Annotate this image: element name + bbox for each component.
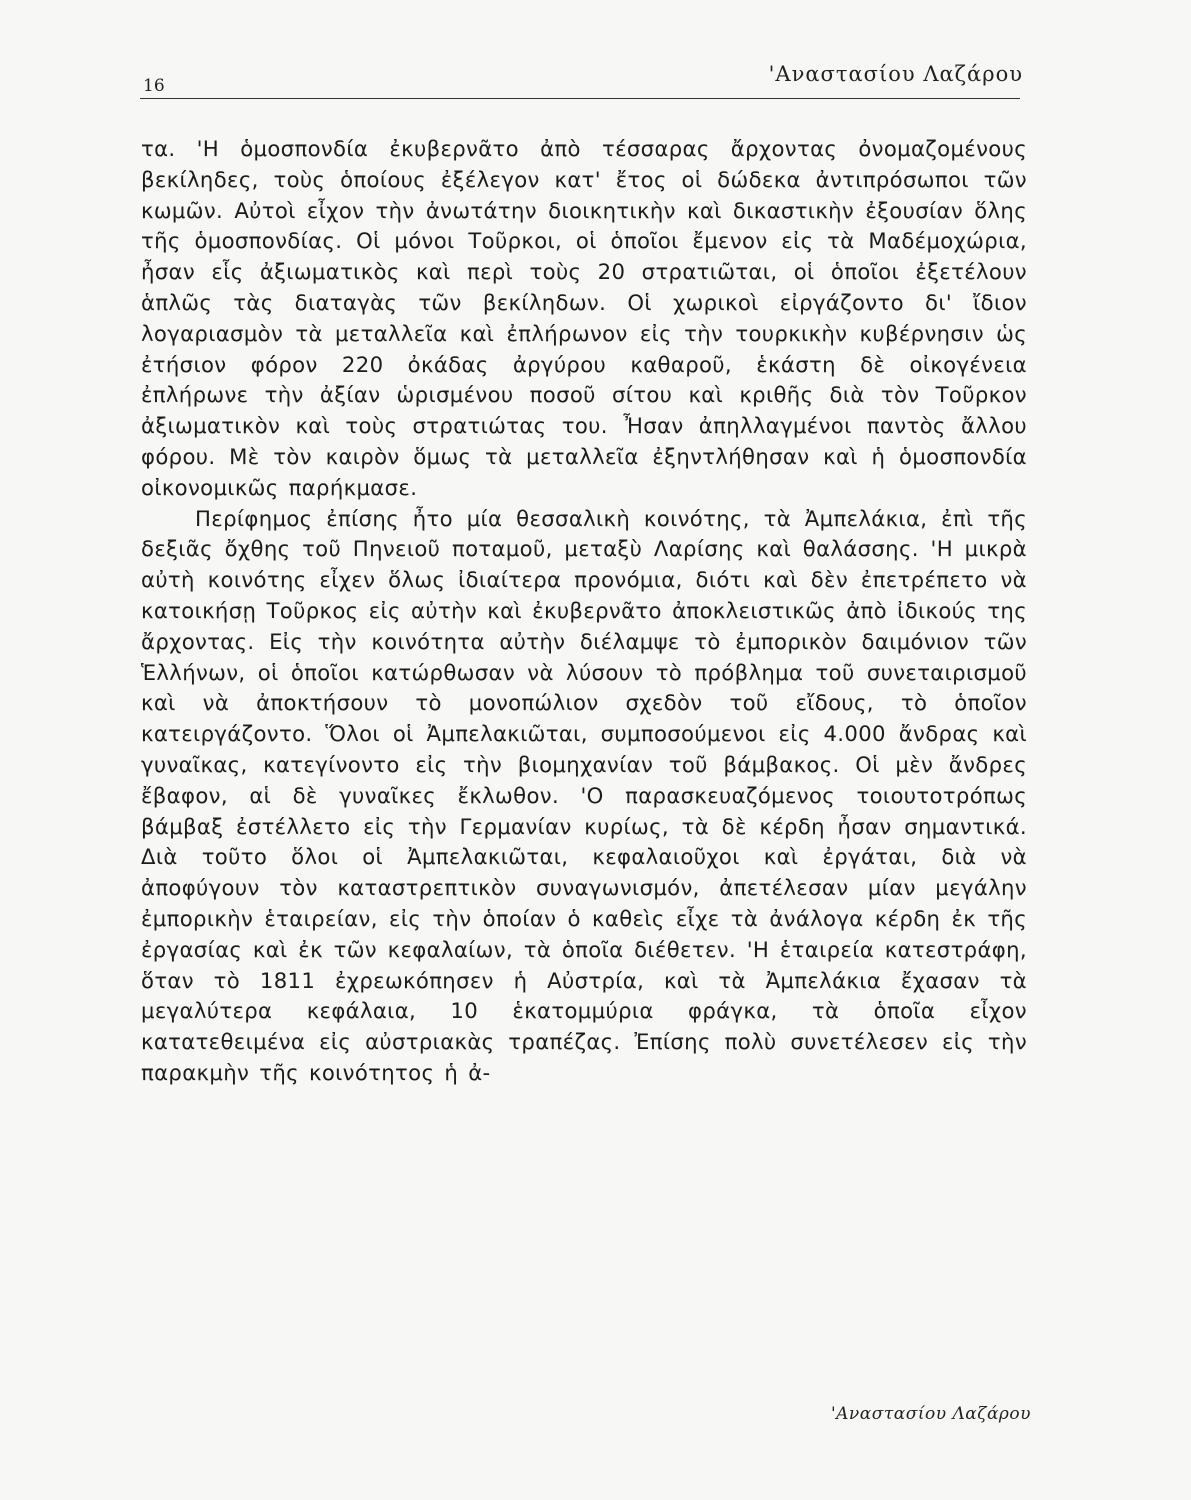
page-number: 16 (143, 76, 165, 96)
paragraph-1: τα. 'Η ὁμοσπονδία ἐκυβερνᾶτο ἀπὸ τέσσαρας ἄρχοντας ὀνομαζομένους βεκίληδες, τοὺς ὁποίους ἐξέλεγον κατ' ἔτος οἱ δώδεκα ἀντιπρόσωποι τῶν κωμῶν. Αὐτοὶ εἶχον τὴν ἀνωτάτην διοικητικὴν καὶ δικαστικὴν ἐξουσίαν ὅλης τῆς ὁμοσπονδίας. Οἱ μόνοι Τοῦρκοι, οἱ ὁποῖοι ἔμενον εἰς τὰ Μαδέμοχώρια, ἦσαν εἷς ἀξιωματικὸς καὶ περὶ τοὺς 20 στρατιῶται, οἱ ὁποῖοι ἐξετέλουν ἁπλῶς τὰς διαταγὰς τῶν βεκίληδων. Οἱ χωρικοὶ εἰργάζοντο δι' ἴδιον λογαριασμὸν τὰ μεταλλεῖα καὶ ἐπλήρωνον εἰς τὴν τουρκικὴν κυβέρνησιν ὡς ἐτήσιον φόρον 220 ὀκάδας ἀργύρου καθαροῦ, ἑκάστη δὲ οἰκογένεια ἐπλήρωνε τὴν ἀξίαν ὡρισμένου ποσοῦ σίτου καὶ κριθῆς διὰ τὸν Τοῦρκον ἀξιωματικὸν καὶ τοὺς στρατιώτας του. Ἦσαν ἀπηλλαγμένοι παντὸς ἄλλου φόρου. Μὲ τὸν καιρὸν ὅμως τὰ μεταλλεῖα ἐξηντλήθησαν καὶ ἡ ὁμοσπονδία οἰκονομικῶς παρήκμασε. (141, 136, 1027, 500)
header-rule (140, 98, 1020, 99)
body-text (141, 134, 1027, 1089)
footer-signature: 'Αναστασίου Λαζάρου (830, 1404, 1031, 1424)
paragraph-2: Περίφημος ἐπίσης ἦτο μία θεσσαλικὴ κοινότης, τὰ Ἀμπελάκια, ἐπὶ τῆς δεξιᾶς ὄχθης τοῦ Πηνειοῦ ποταμοῦ, μεταξὺ Λαρίσης καὶ θαλάσσης. 'Η μικρὰ αὐτὴ κοινότης εἶχεν ὅλως ἰδιαίτερα προνόμια, διότι καὶ δὲν ἐπετρέπετο νὰ κατοικήσῃ Τοῦρκος εἰς αὐτὴν καὶ ἐκυβερνᾶτο ἀποκλειστικῶς ἀπὸ ἰδικούς της ἄρχοντας. Εἰς τὴν κοινότητα αὐτὴν διέλαμψε τὸ ἐμπορικὸν δαιμόνιον τῶν Ἑλλήνων, οἱ ὁποῖοι κατώρθωσαν νὰ λύσουν τὸ πρόβλημα τοῦ συνεταιρισμοῦ καὶ νὰ ἀποκτήσουν τὸ μονοπώλιον σχεδὸν τοῦ εἴδους, τὸ ὁποῖον κατειργάζοντο. Ὅλοι οἱ Ἀμπελακιῶται, συμποσούμενοι εἰς 4.000 ἄνδρας καὶ γυναῖκας, κατεγίνοντο εἰς τὴν βιομηχανίαν τοῦ βάμβακος. Οἱ μὲν ἄνδρες ἔβαφον, αἱ δὲ γυναῖκες ἔκλωθον. 'Ο παρασκευαζόμενος τοιουτοτρόπως βάμβαξ ἐστέλλετο εἰς τὴν Γερμανίαν κυρίως, τὰ δὲ κέρδη ἦσαν σημαντικά. Διὰ τοῦτο ὅλοι οἱ Ἀμπελακιῶται, κεφαλαιοῦχοι καὶ ἐργάται, διὰ νὰ ἀποφύγουν τὸν καταστρεπτικὸν συναγωνισμόν, ἀπετέλεσαν μίαν μεγάλην ἐμπορικὴν ἑταιρείαν, εἰς τὴν ὁποίαν ὁ καθεὶς εἶχε τὰ ἀνάλογα κέρδη ἐκ τῆς ἐργασίας καὶ ἐκ τῶν κεφαλαίων, τὰ ὁποῖα διέθετεν. 'Η ἑταιρεία κατεστράφη, ὅταν τὸ 1811 ἐχρεωκόπησεν ἡ Αὐστρία, καὶ τὰ Ἀμπελάκια ἔχασαν τὰ μεγαλύτερα κεφάλαια, 10 ἑκατομμύρια φράγκα, τὰ ὁποῖα εἶχον κατατεθειμένα εἰς αὐστριακὰς τραπέζας. Ἐπίσης πολὺ συνετέλεσεν εἰς τὴν παρακμὴν τῆς κοινότητος ἡ ἀ- (141, 505, 1027, 1085)
running-head: 'Αναστασίου Λαζάρου (768, 62, 1023, 86)
